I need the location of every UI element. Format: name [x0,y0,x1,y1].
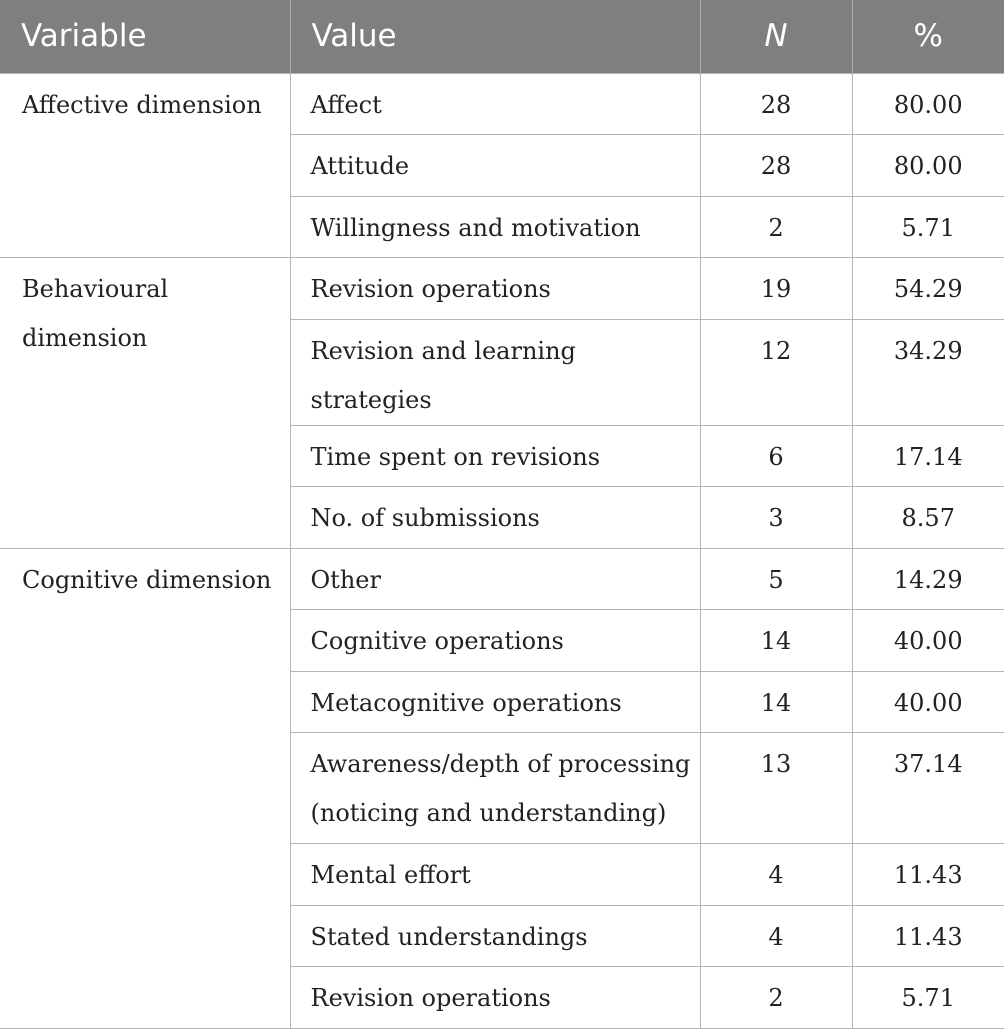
variable-behavioural-line1: Behavioural [22,275,169,303]
value-cell: Mental effort [290,844,700,906]
value-cell: Cognitive operations [290,610,700,672]
n-cell: 3 [700,487,852,549]
variable-behavioural-line2: dimension [22,324,148,352]
value-cell [290,733,700,844]
value-line2: (noticing and understanding) [310,799,667,827]
header-percent: % [852,0,1004,73]
value-line1: Awareness/depth of processing [310,750,691,778]
variable-cognitive: Cognitive dimension [0,548,290,1028]
table-body [0,73,1004,1028]
value-cell: Revision operations [290,258,700,320]
percent-cell: 11.43 [852,844,1004,906]
value-cell: Willingness and motivation [290,196,700,258]
n-cell: 14 [700,671,852,733]
n-cell: 2 [700,967,852,1029]
value-cell: Affect [290,73,700,135]
value-cell: No. of submissions [290,487,700,549]
n-cell: 12 [700,319,852,425]
percent-cell: 11.43 [852,905,1004,967]
header-value: Value [290,0,700,73]
percent-cell: 54.29 [852,258,1004,320]
percent-cell: 40.00 [852,671,1004,733]
percent-cell: 80.00 [852,73,1004,135]
percent-cell: 5.71 [852,967,1004,1029]
value-cell: Revision operations [290,967,700,1029]
header-n: N [700,0,852,73]
percent-cell: 34.29 [852,319,1004,425]
n-cell: 4 [700,844,852,906]
value-cell: Attitude [290,135,700,197]
percent-cell: 17.14 [852,425,1004,487]
variable-behavioural [0,258,290,549]
percent-cell: 8.57 [852,487,1004,549]
percent-cell: 37.14 [852,733,1004,844]
n-cell: 28 [700,135,852,197]
table-row [0,73,1004,135]
n-cell: 28 [700,73,852,135]
value-cell: Other [290,548,700,610]
table-row [0,548,1004,610]
value-cell: Revision and learning strategies [290,319,700,425]
percent-cell: 40.00 [852,610,1004,672]
percent-cell: 14.29 [852,548,1004,610]
n-cell: 4 [700,905,852,967]
value-cell: Time spent on revisions [290,425,700,487]
header-row [0,0,1004,73]
n-cell: 14 [700,610,852,672]
n-cell: 13 [700,733,852,844]
header-variable: Variable [0,0,290,73]
n-cell: 19 [700,258,852,320]
value-cell: Metacognitive operations [290,671,700,733]
n-cell: 2 [700,196,852,258]
table-header [0,0,1004,73]
variable-affective: Affective dimension [0,73,290,258]
percent-cell: 5.71 [852,196,1004,258]
n-cell: 5 [700,548,852,610]
percent-cell: 80.00 [852,135,1004,197]
n-cell: 6 [700,425,852,487]
value-cell: Stated understandings [290,905,700,967]
table-row [0,258,1004,320]
